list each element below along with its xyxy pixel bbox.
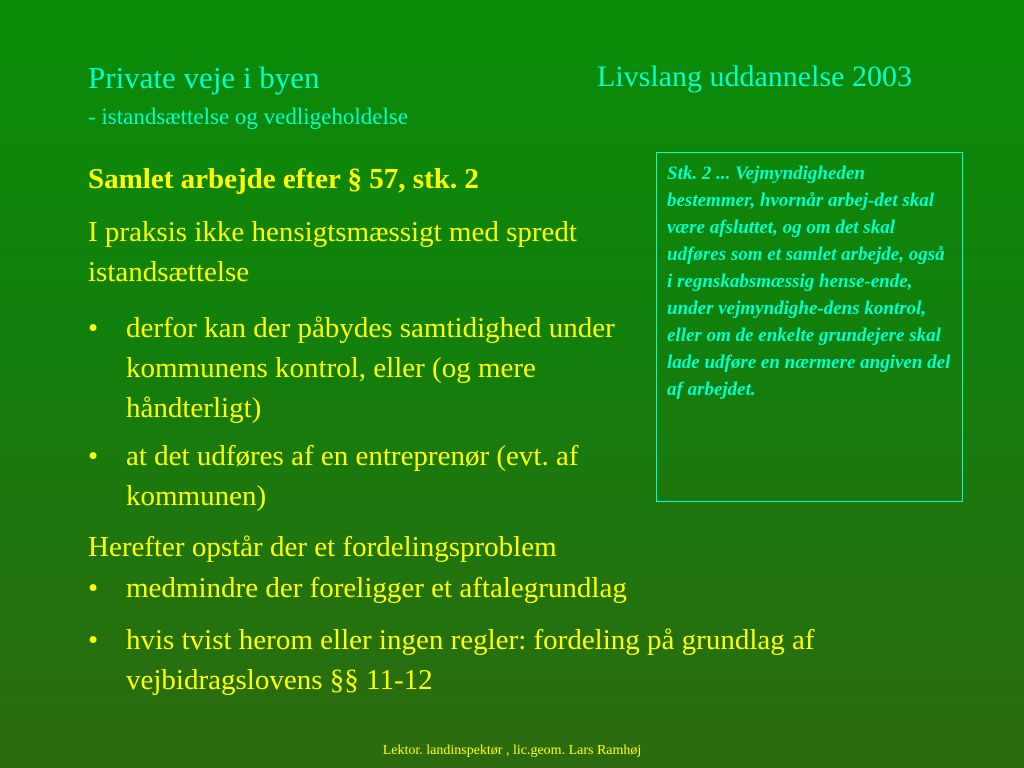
bullet-marker: • — [88, 312, 99, 344]
bullet-text: derfor kan der påbydes samtidighed under kommunens kontrol, eller (og mere håndterligt) — [126, 312, 615, 424]
bullet-marker: • — [88, 572, 99, 604]
intro-paragraph: I praksis ikke hensigtsmæssigt med spredt istandsættelse — [88, 216, 577, 288]
slide-subtitle: - istandsættelse og vedligeholdelse — [88, 104, 409, 129]
bullet-text: medmindre der foreligger et aftalegrundlag — [126, 572, 627, 604]
footer-credit: Lektor. landinspektør , lic.geom. Lars Ramhøj — [382, 743, 642, 758]
bullet-marker: • — [88, 440, 99, 472]
section-heading: Samlet arbejde efter § 57, stk. 2 — [88, 163, 479, 195]
event-label: Livslang uddannelse 2003 — [597, 60, 912, 93]
bullet-item — [88, 568, 988, 608]
bullet-item — [88, 436, 648, 516]
slide-title: Private veje i byen — [88, 60, 320, 95]
bullet-text: hvis tvist herom eller ingen regler: fordeling på grundlag af vejbidragslovens §§ 11-12 — [126, 624, 815, 696]
second-paragraph: Herefter opstår der et fordelingsproblem — [88, 531, 557, 563]
bullet-marker: • — [88, 624, 99, 656]
bullet-text: at det udføres af en entreprenør (evt. af kommunen) — [126, 440, 579, 512]
bullet-item — [88, 308, 648, 428]
law-quote-box: Stk. 2 ... Vejmyndigheden bestemmer, hvornår arbej-det skal være afsluttet, og om det skal udføres som et samlet arbejde, også i regnskabsmæssig hense-ende, under vejmyndighe-dens kontrol, eller om de enkelte grundejere skal lade udføre en nærmere angiven del af arbejdet. — [656, 152, 963, 502]
bullet-item — [88, 620, 988, 700]
